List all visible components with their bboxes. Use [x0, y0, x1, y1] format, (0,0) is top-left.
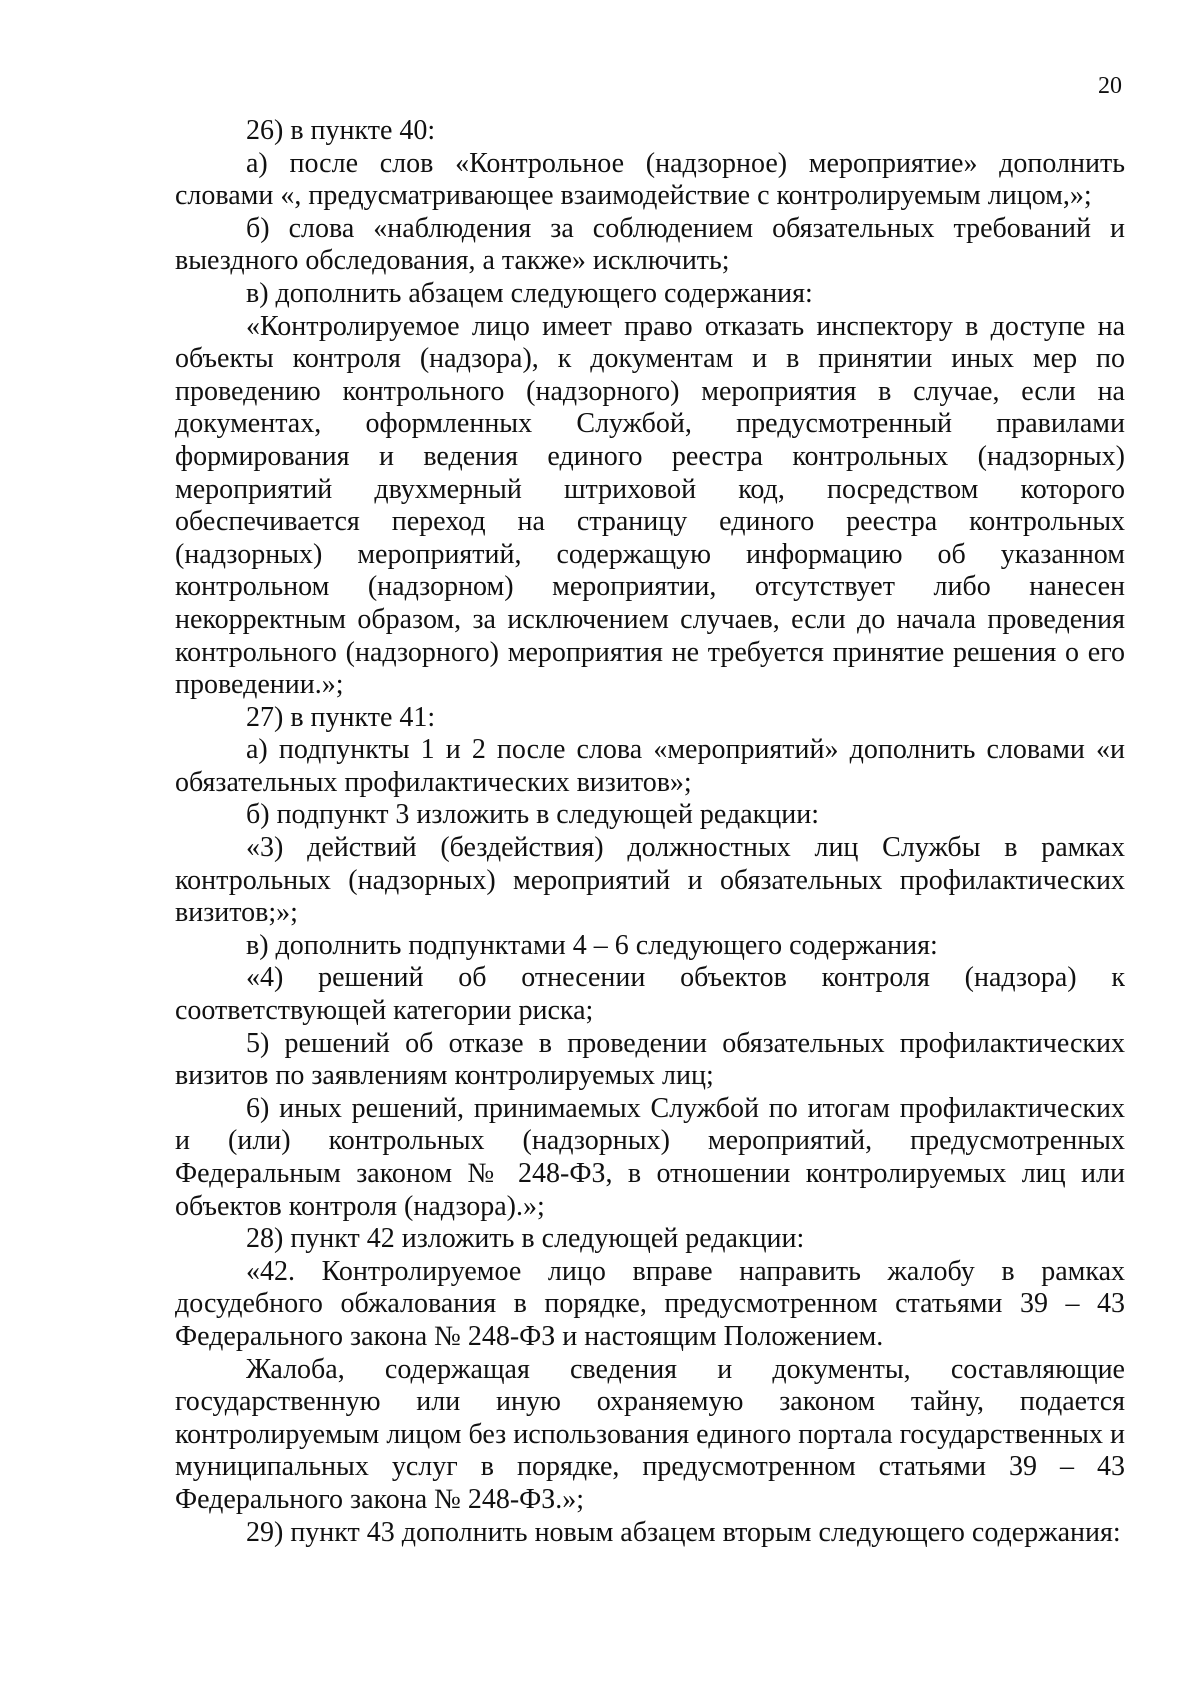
paragraph-quoted-subpoint-3: «3) действий (бездействия) должностных лиц Службы в рамках контрольных (надзорных) мероприятий и обязательных профилактических визитов;»; — [175, 832, 1125, 929]
paragraph-subitem-b-exclude: б) слова «наблюдения за соблюдением обязательных требований и выездного обследования, а также» исключить; — [175, 212, 1125, 277]
paragraph-subitem-v-add-abzac: в) дополнить абзацем следующего содержания: — [246, 277, 813, 309]
paragraph-subitem-a-after-words: а) после слов «Контрольное (надзорное) мероприятие» дополнить словами «, предусматривающее взаимодействие с контролируемым лицом,»; — [175, 147, 1125, 212]
paragraph-quoted-subpoint-6: 6) иных решений, принимаемых Службой по итогам профилактических и (или) контрольных (надзорных) мероприятий, предусмотренных Федеральным законом № 248-ФЗ, в отношении контролируемых лиц или объектов контроля (надзора).»; — [175, 1092, 1125, 1222]
paragraph-quoted-right-to-refuse: «Контролируемое лицо имеет право отказать инспектору в доступе на объекты контроля (надзора), к документам и в принятии иных мер по проведению контрольного (надзорного) мероприятия в случае, если на документах, оформленных Службой, предусмотренный правилами формирования и ведения единого реестра контрольных (надзорных) мероприятий двухмерный штриховой код, посредством которого обеспечивается переход на страницу единого реестра контрольных (надзорных) мероприятий, содержащую информацию об указанном контрольном (надзорном) мероприятии, отсутствует либо нанесен некорректным образом, за исключением случаев, если до начала проведения контрольного (надзорного) мероприятия не требуется принятие решения о его проведении.»; — [175, 310, 1125, 701]
paragraph-quoted-subpoint-4: «4) решений об отнесении объектов контроля (надзора) к соответствующей категории риска; — [175, 962, 1125, 1027]
paragraph-item-29: 29) пункт 43 дополнить новым абзацем вторым следующего содержания: — [246, 1516, 1121, 1548]
paragraph-item-26: 26) в пункте 40: — [246, 115, 436, 146]
paragraph-subitem-b-subpoint-3: б) подпункт 3 изложить в следующей редакции: — [246, 799, 819, 831]
paragraph-subitem-v-subpoints-4-6: в) дополнить подпунктами 4 – 6 следующего содержания: — [246, 929, 938, 961]
document-body — [175, 115, 1125, 1549]
paragraph-quoted-point-42: «42. Контролируемое лицо вправе направить жалобу в рамках досудебного обжалования в порядке, предусмотренном статьями 39 – 43 Федерального закона № 248-ФЗ и настоящим Положением. — [175, 1255, 1125, 1352]
paragraph-item-28: 28) пункт 42 изложить в следующей редакции: — [246, 1223, 805, 1255]
paragraph-complaint-secret-info: Жалоба, содержащая сведения и документы, составляющие государственную или иную охраняемую законом тайну, подается контролируемым лицом без использования единого портала государственных и муниципальных услуг в порядке, предусмотренном статьями 39 – 43 Федерального закона № 248-ФЗ.»; — [175, 1353, 1125, 1515]
paragraph-item-27: 27) в пункте 41: — [246, 701, 436, 733]
paragraph-subitem-a-subpoints-1-2: а) подпункты 1 и 2 после слова «мероприятий» дополнить словами «и обязательных профилактических визитов»; — [175, 734, 1125, 798]
page-number: 20 — [1098, 73, 1122, 99]
paragraph-quoted-subpoint-5: 5) решений об отказе в проведении обязательных профилактических визитов по заявлениям контролируемых лиц; — [175, 1027, 1125, 1092]
